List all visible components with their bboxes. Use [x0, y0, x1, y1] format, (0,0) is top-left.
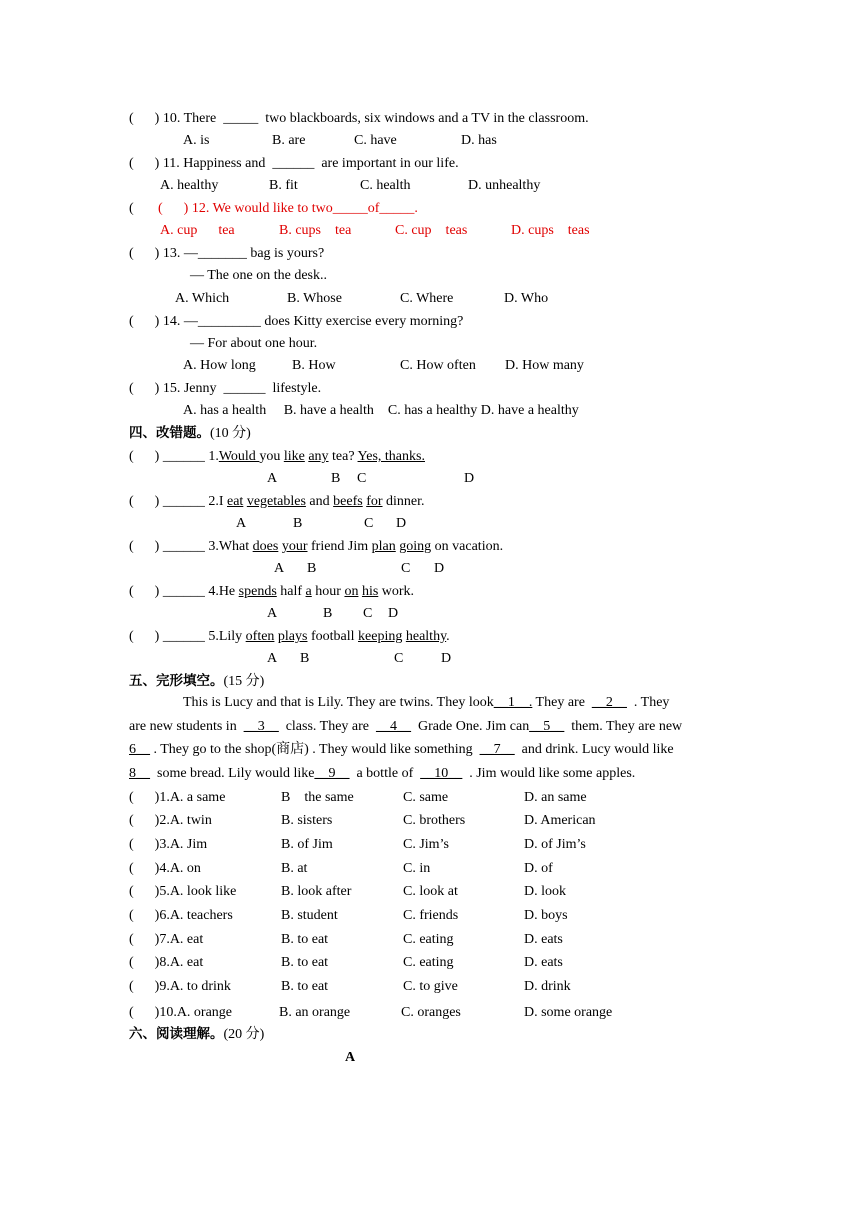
q11-option-a: A. healthy: [160, 178, 219, 193]
correction-4-text: hour: [311, 584, 345, 599]
correction-4-text: half: [276, 584, 306, 599]
cloze-option-5b: B. look after: [281, 884, 352, 899]
correction-5-letter-b: B: [300, 651, 310, 666]
correction-2-letter-a: A: [236, 516, 247, 531]
correction-4-word-d: his: [361, 584, 379, 599]
q15-options: A. has a health B. have a health C. has a healthy D. have a healthy: [183, 403, 579, 418]
cloze-blank-5: __5__: [529, 719, 565, 734]
correction-2-prefix: ( ) ______ 2.I: [129, 494, 227, 509]
cloze-line-3: [129, 742, 674, 758]
cloze-option-9d: D. drink: [524, 979, 571, 994]
cloze-option-7a: ( )7.A. eat: [129, 932, 204, 947]
correction-2-word-b: vegetables: [246, 494, 306, 509]
cloze-option-8b: B. to eat: [281, 955, 329, 970]
correction-3-text: friend Jim: [307, 539, 372, 554]
q10-stem: ( ) 10. There _____ two blackboards, six windows and a TV in the classroom.: [129, 111, 589, 126]
cloze-line-2: [129, 719, 682, 735]
cloze-text: are new students in: [129, 719, 244, 734]
correction-1-prefix: ( ) ______ 1.: [129, 449, 219, 464]
correction-3: [129, 539, 503, 555]
correction-2-word-c: beefs: [333, 494, 363, 509]
correction-1-word-b: like: [283, 449, 305, 464]
correction-5-text: .: [446, 629, 450, 644]
correction-5: [129, 629, 450, 645]
correction-2-letter-b: B: [293, 516, 303, 531]
q12-stem-paren: (: [129, 201, 134, 216]
cloze-option-1a: ( )1.A. a same: [129, 790, 226, 805]
cloze-line-4: [129, 766, 635, 782]
correction-1-text: you: [259, 449, 284, 464]
passage-a-label: A: [345, 1050, 356, 1065]
correction-5-word-c: keeping: [358, 629, 403, 644]
correction-4-word-a: spends: [238, 584, 277, 599]
correction-5-word-b: plays: [277, 629, 308, 644]
correction-1-letter-b: B: [331, 471, 341, 486]
correction-2: [129, 494, 425, 510]
correction-2-letter-c: C: [364, 516, 374, 531]
cloze-option-6c: C. friends: [403, 908, 459, 923]
correction-4-letter-d: D: [388, 606, 399, 621]
correction-3-word-c: plan: [371, 539, 396, 554]
cloze-text: them. They are new: [564, 719, 683, 734]
cloze-text: a bottle of: [349, 766, 421, 781]
correction-5-letter-d: D: [441, 651, 452, 666]
cloze-blank-1: __1__.: [493, 695, 533, 710]
correction-3-word-d: going: [399, 539, 432, 554]
cloze-text: . They: [626, 695, 670, 710]
correction-1-text: tea?: [328, 449, 358, 464]
q10-option-c: C. have: [354, 133, 397, 148]
cloze-option-4a: ( )4.A. on: [129, 861, 201, 876]
correction-1-word-d: Yes, thanks.: [357, 449, 425, 464]
q11-option-d: D. unhealthy: [468, 178, 541, 193]
cloze-text: They are: [532, 695, 592, 710]
cloze-option-4d: D. of: [524, 861, 553, 876]
cloze-blank-6: 6__: [129, 742, 150, 757]
q14-option-c: C. How often: [400, 358, 476, 373]
section4-title: 四、改错题。: [129, 425, 210, 441]
correction-2-word-a: eat: [227, 494, 244, 509]
section5-title: 五、完形填空。: [129, 673, 224, 689]
cloze-option-9a: ( )9.A. to drink: [129, 979, 231, 994]
q13-option-c: C. Where: [400, 291, 454, 306]
q12-option-c: C. cup teas: [395, 223, 468, 238]
correction-1-letter-d: D: [464, 471, 475, 486]
section6-title: 六、阅读理解。: [129, 1026, 224, 1042]
correction-4-word-c: on: [344, 584, 359, 599]
cloze-option-5d: D. look: [524, 884, 566, 899]
cloze-option-6d: D. boys: [524, 908, 568, 923]
q13-stem: ( ) 13. —_______ bag is yours?: [129, 246, 325, 261]
q10-option-d: D. has: [461, 133, 497, 148]
cloze-option-8d: D. eats: [524, 955, 563, 970]
correction-5-word-a: often: [245, 629, 275, 644]
cloze-option-2c: C. brothers: [403, 813, 466, 828]
correction-5-prefix: ( ) ______ 5.Lily: [129, 629, 246, 644]
correction-4-letter-a: A: [267, 606, 278, 621]
correction-4-word-b: a: [305, 584, 312, 599]
q12-option-b: B. cups tea: [279, 223, 352, 238]
q12-option-a: A. cup tea: [160, 223, 235, 238]
correction-3-prefix: ( ) ______ 3.What: [129, 539, 253, 554]
section4-points: (10 分): [210, 426, 251, 441]
cloze-option-3b: B. of Jim: [281, 837, 333, 852]
cloze-blank-4: __4__: [376, 719, 412, 734]
q13-answer: — The one on the desk..: [190, 268, 327, 283]
cloze-blank-8: 8__: [129, 766, 150, 781]
cloze-option-1d: D. an same: [524, 790, 587, 805]
cloze-option-7b: B. to eat: [281, 932, 329, 947]
cloze-text: Grade One. Jim can: [411, 719, 530, 734]
correction-4-letter-c: C: [363, 606, 373, 621]
q15-stem: ( ) 15. Jenny ______ lifestyle.: [129, 381, 322, 396]
correction-4-prefix: ( ) ______ 4.He: [129, 584, 239, 599]
correction-5-letter-c: C: [394, 651, 404, 666]
q14-answer: — For about one hour.: [190, 336, 318, 351]
correction-4-letter-b: B: [323, 606, 333, 621]
correction-3-letter-d: D: [434, 561, 445, 576]
q12-option-d: D. cups teas: [511, 223, 590, 238]
cloze-option-4c: C. in: [403, 861, 431, 876]
correction-5-text: football: [307, 629, 359, 644]
cloze-option-10c: C. oranges: [401, 1005, 461, 1020]
cloze-option-10b: B. an orange: [279, 1005, 351, 1020]
cloze-option-8a: ( )8.A. eat: [129, 955, 204, 970]
correction-2-letter-d: D: [396, 516, 407, 531]
cloze-blank-7: __7__: [479, 742, 515, 757]
q10-option-b: B. are: [272, 133, 306, 148]
cloze-option-1b: B the same: [281, 790, 354, 805]
q14-option-a: A. How long: [183, 358, 256, 373]
cloze-option-8c: C. eating: [403, 955, 454, 970]
cloze-option-9c: C. to give: [403, 979, 458, 994]
cloze-option-5c: C. look at: [403, 884, 458, 899]
q11-stem: ( ) 11. Happiness and ______ are important in our life.: [129, 156, 459, 171]
q13-option-d: D. Who: [504, 291, 549, 306]
correction-1-word-a: Would: [218, 449, 260, 464]
cloze-option-10a: ( )10.A. orange: [129, 1005, 233, 1020]
cloze-option-9b: B. to eat: [281, 979, 329, 994]
correction-1-letter-a: A: [267, 471, 278, 486]
cloze-option-3c: C. Jim’s: [403, 837, 449, 852]
section5-heading: [129, 673, 264, 690]
cloze-option-1c: C. same: [403, 790, 449, 805]
cloze-option-6a: ( )6.A. teachers: [129, 908, 233, 923]
q14-option-d: D. How many: [505, 358, 584, 373]
cloze-option-7d: D. eats: [524, 932, 563, 947]
cloze-option-10d: D. some orange: [524, 1005, 613, 1020]
correction-1-letter-c: C: [357, 471, 367, 486]
cloze-option-4b: B. at: [281, 861, 308, 876]
cloze-blank-9: __9__: [314, 766, 350, 781]
cloze-option-3a: ( )3.A. Jim: [129, 837, 208, 852]
correction-5-letter-a: A: [267, 651, 278, 666]
correction-2-word-d: for: [366, 494, 383, 509]
section6-points: (20 分): [223, 1027, 265, 1042]
cloze-option-2d: D. American: [524, 813, 596, 828]
correction-2-text: dinner.: [382, 494, 425, 509]
q11-option-b: B. fit: [269, 178, 298, 193]
cloze-blank-3: __3__: [243, 719, 279, 734]
cloze-text: class. They are: [278, 719, 377, 734]
cloze-blank-2: __2__: [591, 695, 627, 710]
correction-3-text: on vacation.: [431, 539, 504, 554]
cloze-text: . They go to the shop(商店) . They would like something: [150, 742, 480, 757]
cloze-text: some bread. Lily would like: [150, 766, 315, 781]
q13-option-a: A. Which: [175, 291, 230, 306]
section4-heading: [129, 425, 251, 442]
q14-option-b: B. How: [292, 358, 336, 373]
cloze-option-7c: C. eating: [403, 932, 454, 947]
cloze-option-2b: B. sisters: [281, 813, 333, 828]
q10-option-a: A. is: [183, 133, 210, 148]
q11-option-c: C. health: [360, 178, 411, 193]
q13-option-b: B. Whose: [287, 291, 342, 306]
cloze-text: and drink. Lucy would like: [514, 742, 674, 757]
correction-1: [129, 449, 425, 465]
correction-3-word-a: does: [252, 539, 279, 554]
cloze-text: . Jim would like some apples.: [462, 766, 636, 781]
correction-3-word-b: your: [281, 539, 308, 554]
correction-3-letter-c: C: [401, 561, 411, 576]
cloze-option-3d: D. of Jim’s: [524, 837, 586, 852]
section5-points: (15 分): [223, 674, 265, 689]
correction-3-letter-b: B: [307, 561, 317, 576]
q14-stem: ( ) 14. —_________ does Kitty exercise every morning?: [129, 314, 464, 329]
correction-4-text: work.: [378, 584, 415, 599]
correction-4: [129, 584, 414, 600]
section6-heading: [129, 1026, 264, 1043]
correction-5-word-d: healthy: [405, 629, 447, 644]
cloze-option-5a: ( )5.A. look like: [129, 884, 237, 899]
correction-1-word-c: any: [308, 449, 329, 464]
cloze-option-2a: ( )2.A. twin: [129, 813, 212, 828]
cloze-line-1: [183, 695, 669, 711]
cloze-blank-10: __10__: [420, 766, 463, 781]
cloze-text: This is Lucy and that is Lily. They are twins. They look: [183, 695, 494, 710]
correction-2-text: and: [305, 494, 334, 509]
q12-stem: ( ) 12. We would like to two_____of_____.: [158, 201, 418, 216]
correction-3-letter-a: A: [274, 561, 285, 576]
cloze-option-6b: B. student: [281, 908, 338, 923]
